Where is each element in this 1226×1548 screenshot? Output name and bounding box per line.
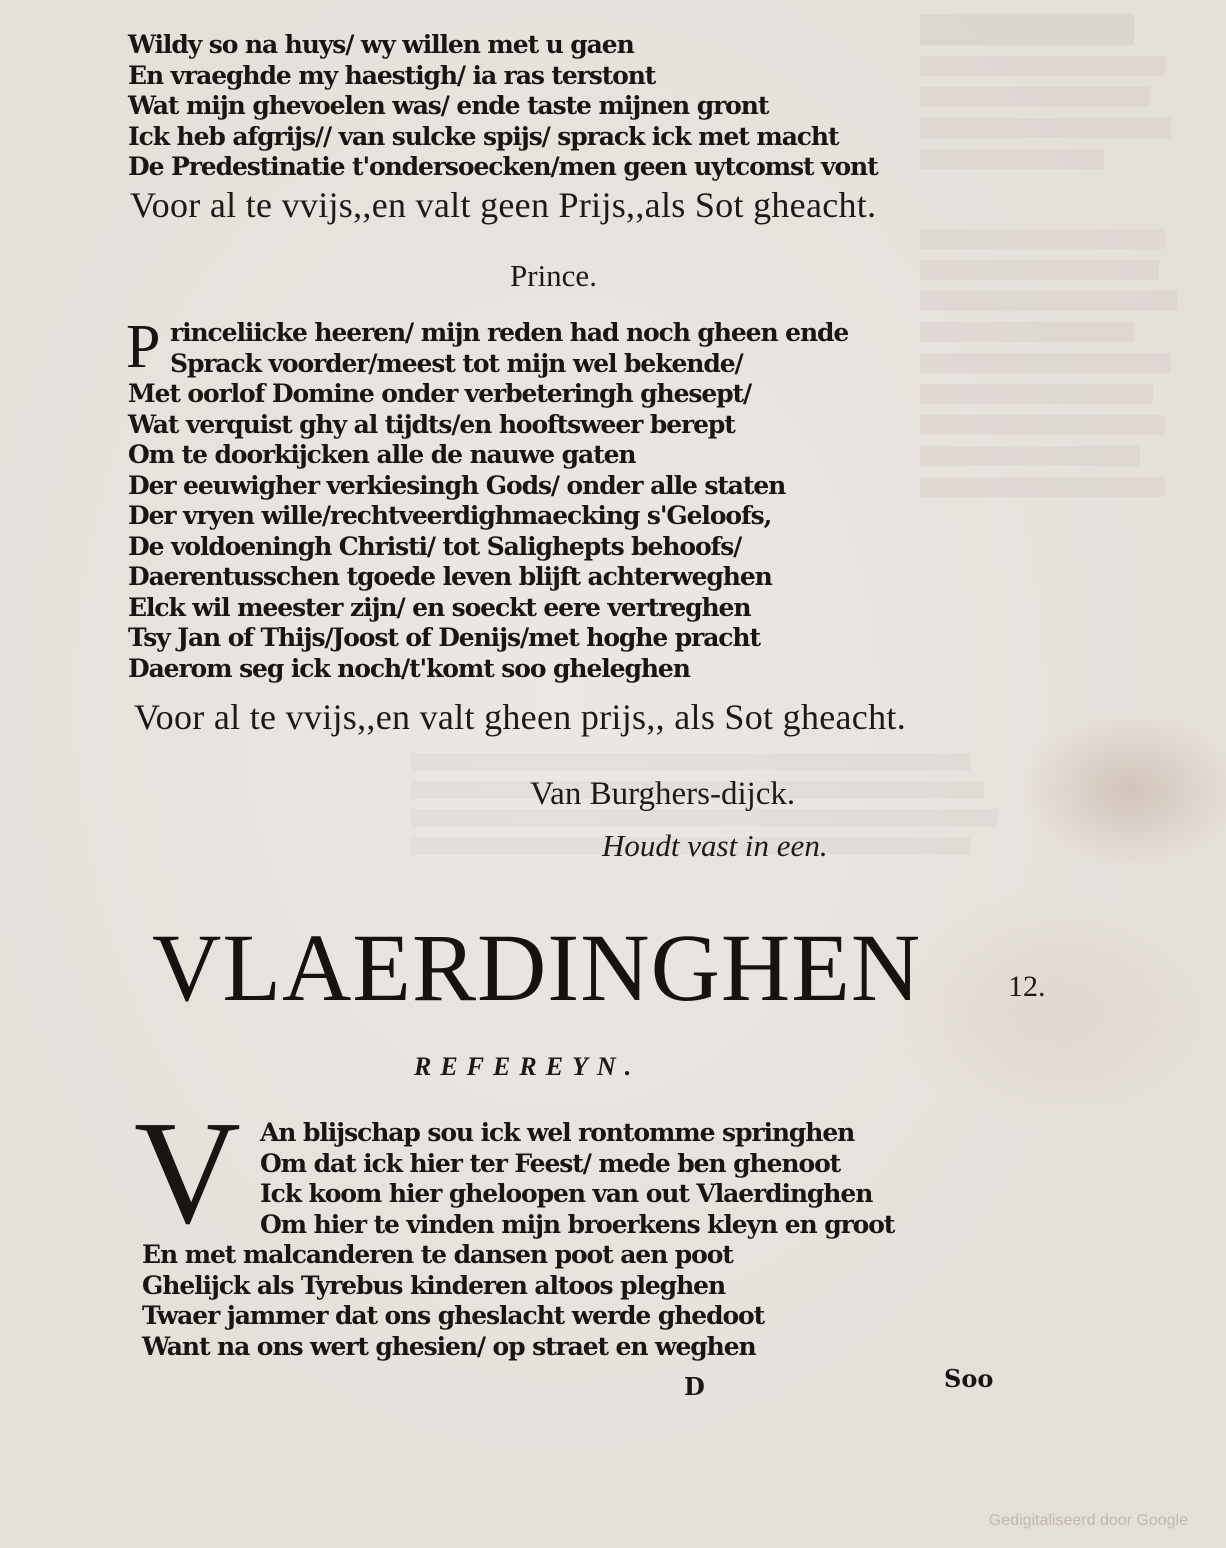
verse-line: Om hier te vinden mijn broerkens kleyn en groot: [260, 1209, 895, 1239]
verse-line: Ghelijck als Tyrebus kinderen altoos pleghen: [142, 1270, 726, 1300]
bleed-through-right-upper: [920, 8, 1226, 648]
verse-line: Sprack voorder/meest tot mijn wel bekende/: [170, 348, 743, 378]
verse-line: Tsy Jan of Thijs/Joost of Denijs/met hoghe pracht: [128, 623, 760, 652]
verse-line: Wat verquist ghy al tijdts/en hooftsweer berept: [128, 409, 735, 439]
drop-cap-p: P: [126, 313, 161, 381]
stanza-1: [128, 30, 878, 183]
verse-line: Met oorlof Domine onder verbeteringh ghesept/: [128, 379, 752, 408]
page-title: VLAERDINGHEN: [152, 914, 922, 1021]
verse-line: En vraeghde my haestigh/ ia ras terstont: [128, 60, 656, 90]
verse-line: Ick heb afgrijs// van sulcke spijs/ sprack ick met macht: [128, 121, 839, 151]
author-signature: Van Burghers-dijck.: [530, 776, 796, 812]
section-heading-prince: Prince.: [510, 258, 597, 293]
refrain-line: Voor al te vvijs,,en valt geen Prijs,,als Sot gheacht.: [130, 185, 877, 225]
verse-line: Der vryen wille/rechtveerdighmaecking s'Geloofs,: [128, 501, 772, 530]
verse-line: Om dat ick hier ter Feest/ mede ben ghenoot: [260, 1148, 841, 1178]
verse-line: De voldoeningh Christi/ tot Salighepts behoofs/: [128, 531, 742, 561]
verse-line: Der eeuwigher verkiesingh Gods/ onder alle staten: [128, 470, 786, 500]
drop-cap-v: V: [134, 1091, 241, 1255]
verse-line: An blijschap sou ick wel rontomme springhen: [260, 1118, 855, 1147]
digitization-watermark: Gedigitaliseerd door Google: [988, 1512, 1188, 1529]
verse-line: rinceliicke heeren/ mijn reden had noch gheen ende: [170, 318, 849, 347]
section-subtitle: REFEREYN.: [414, 1052, 641, 1081]
motto: Houdt vast in een.: [602, 828, 828, 863]
verse-line: De Predestinatie t'ondersoecken/men geen uytcomst vont: [128, 152, 878, 181]
prince-stanza: [126, 313, 849, 684]
verse-line: Daerentusschen tgoede leven blijft achterweghen: [128, 562, 772, 591]
verse-line: Wat mijn ghevoelen was/ ende taste mijnen gront: [128, 91, 769, 120]
catchword: Soo: [944, 1364, 994, 1393]
page-number: 12.: [1008, 970, 1046, 1003]
verse-line: Ick koom hier gheloopen van out Vlaerdinghen: [260, 1179, 873, 1208]
verse-line: En met malcanderen te dansen poot aen poot: [142, 1240, 733, 1269]
verse-line: Wildy so na huys/ wy willen met u gaen: [128, 30, 634, 59]
verse-line: Elck wil meester zijn/ en soeckt eere vertreghen: [128, 592, 751, 622]
refrain-line: Voor al te vvijs,,en valt gheen prijs,, als Sot gheacht.: [134, 697, 906, 737]
verse-line: Twaer jammer dat ons gheslacht werde ghedoot: [142, 1301, 765, 1330]
verse-line: Om te doorkijcken alle de nauwe gaten: [128, 440, 636, 469]
verse-line: Daerom seg ick noch/t'komt soo gheleghen: [128, 653, 690, 683]
stanza-2: [142, 1118, 894, 1362]
verse-line: Want na ons wert ghesien/ op straet en weghen: [142, 1331, 756, 1361]
signature-mark: D: [684, 1372, 705, 1401]
